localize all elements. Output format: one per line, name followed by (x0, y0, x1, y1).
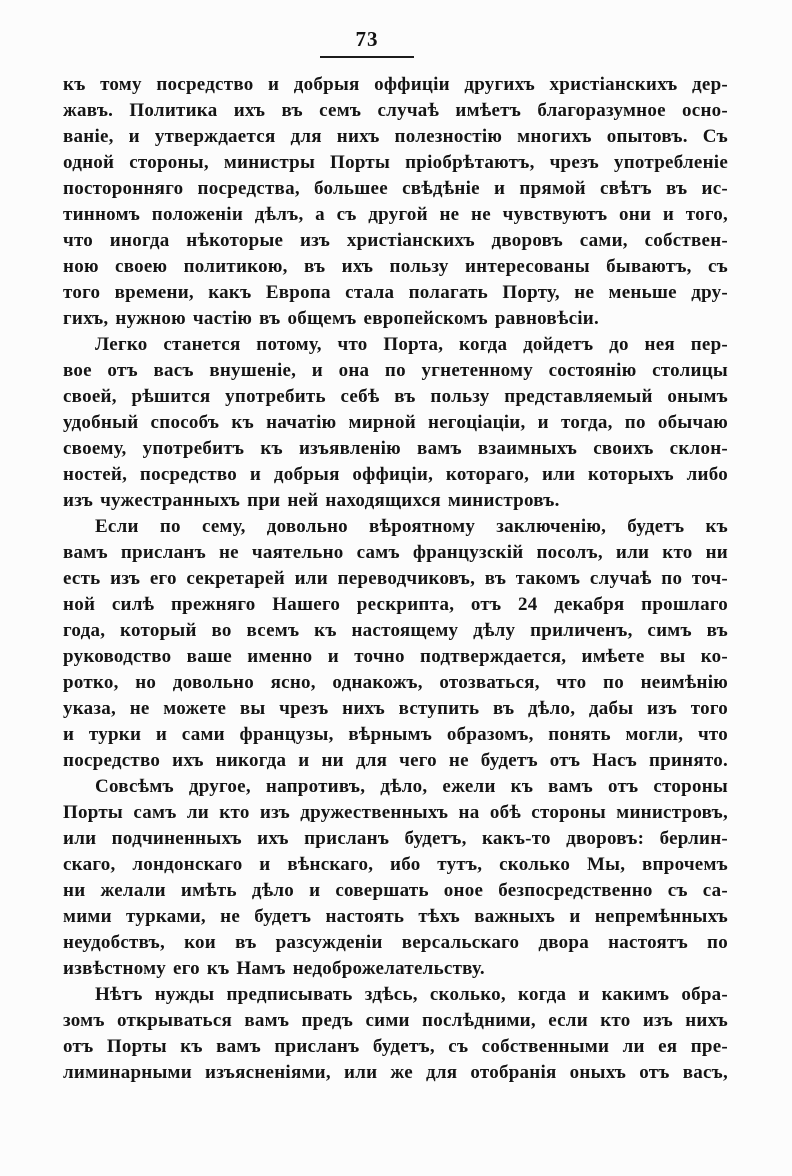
page-text (63, 72, 728, 1086)
text-line: одной стороны, министры Порты пріобрѣтаютъ, чрезъ употребленіе (63, 152, 728, 173)
text-line: своему, употребитъ къ изъявленію вамъ взаимныхъ своихъ склон- (63, 438, 728, 459)
text-line: своей, рѣшится употребить себѣ въ пользу представляемый онымъ (63, 386, 728, 407)
text-line: мими турками, не будетъ настоять тѣхъ важныхъ и непремѣнныхъ (63, 906, 728, 927)
page-number: 73 (355, 27, 379, 51)
text-line: вое отъ васъ внушеніе, и она по угнетенному состоянію столицы (63, 360, 728, 381)
text-line: что иногда нѣкоторые изъ христіанскихъ дворовъ сами, собствен- (63, 230, 728, 251)
text-line: и турки и сами французы, вѣрнымъ образомъ, понять могли, что (63, 724, 728, 745)
text-line: ваніе, и утверждается для нихъ полезностію многихъ опытовъ. Съ (63, 126, 728, 147)
text-line: есть изъ его секретарей или переводчиковъ, въ такомъ случаѣ по точ- (63, 568, 728, 589)
text-line: посредство ихъ никогда и ни для чего не будетъ отъ Насъ принято. (63, 750, 728, 771)
text-line: лиминарными изъясненіями, или же для отобранія оныхъ отъ васъ, (63, 1062, 728, 1083)
text-line: Порты самъ ли кто изъ дружественныхъ на обѣ стороны министровъ, (63, 802, 728, 823)
text-line: гихъ, нужною частію въ общемъ европейскомъ равновѣсіи. (63, 308, 600, 329)
paragraph (63, 514, 728, 774)
text-line: неудобствъ, кои въ разсужденіи версальскаго двора настоятъ по (63, 932, 728, 953)
text-line: ностей, посредство и добрыя оффиціи, котораго, или которыхъ либо (63, 464, 728, 485)
text-line: руководство ваше именно и точно подтверждается, имѣете вы ко- (63, 646, 728, 667)
text-line: зомъ открываться вамъ предъ сими послѣдними, если кто изъ нихъ (63, 1010, 728, 1031)
text-line: ной силѣ прежняго Нашего рескрипта, отъ 24 декабря прошлаго (63, 594, 728, 615)
paragraph (63, 72, 728, 332)
page-header (318, 27, 416, 58)
text-line: вамъ присланъ не чаятельно самъ французскій посолъ, или кто ни (63, 542, 728, 563)
text-line: года, который во всемъ къ настоящему дѣлу приличенъ, симъ въ (63, 620, 728, 641)
text-line: тинномъ положеніи дѣлъ, а съ другой не не чувствуютъ они и того, (63, 204, 728, 225)
text-line: Совсѣмъ другое, напротивъ, дѣло, ежели къ вамъ отъ стороны (95, 776, 728, 797)
text-line: Нѣтъ нужды предписывать здѣсь, сколько, когда и какимъ обра- (95, 984, 728, 1005)
text-line: указа, не можете вы чрезъ нихъ вступить въ дѣло, дабы изъ того (63, 698, 728, 719)
text-line: скаго, лондонскаго и вѣнскаго, ибо тутъ, сколько Мы, впрочемъ (63, 854, 728, 875)
paragraph (63, 982, 728, 1086)
text-line: ни желали имѣть дѣло и совершать оное безпосредственно съ са- (63, 880, 728, 901)
text-line: жавъ. Политика ихъ въ семъ случаѣ имѣетъ благоразумное осно- (63, 100, 728, 121)
paragraph (63, 774, 728, 982)
text-line: отъ Порты къ вамъ присланъ будетъ, съ собственными ли ея пре- (63, 1036, 728, 1057)
text-line: ною своею политикою, въ ихъ пользу интересованы бываютъ, съ (63, 256, 728, 277)
header-rule-divider (320, 56, 414, 58)
text-line: Легко станется потому, что Порта, когда дойдетъ до нея пер- (95, 334, 728, 355)
text-line: удобный способъ къ начатію мирной негоціаціи, и тогда, по обычаю (63, 412, 728, 433)
text-line: того времени, какъ Европа стала полагать Порту, не меньше дру- (63, 282, 728, 303)
text-line: посторонняго посредства, большее свѣдѣніе и прямой свѣтъ въ ис- (63, 178, 728, 199)
text-line: ротко, но довольно ясно, однакожъ, отозваться, что по неимѣнію (63, 672, 728, 693)
text-line: къ тому посредство и добрыя оффиціи другихъ христіанскихъ дер- (63, 74, 728, 95)
text-line: извѣстному его къ Намъ недоброжелательству. (63, 958, 485, 979)
text-line: изъ чужестранныхъ при ней находящихся министровъ. (63, 490, 560, 511)
text-line: Если по сему, довольно вѣроятному заключенію, будетъ къ (95, 516, 728, 537)
text-line: или подчиненныхъ ихъ присланъ будетъ, какъ-то дворовъ: берлин- (63, 828, 728, 849)
paragraph (63, 332, 728, 514)
